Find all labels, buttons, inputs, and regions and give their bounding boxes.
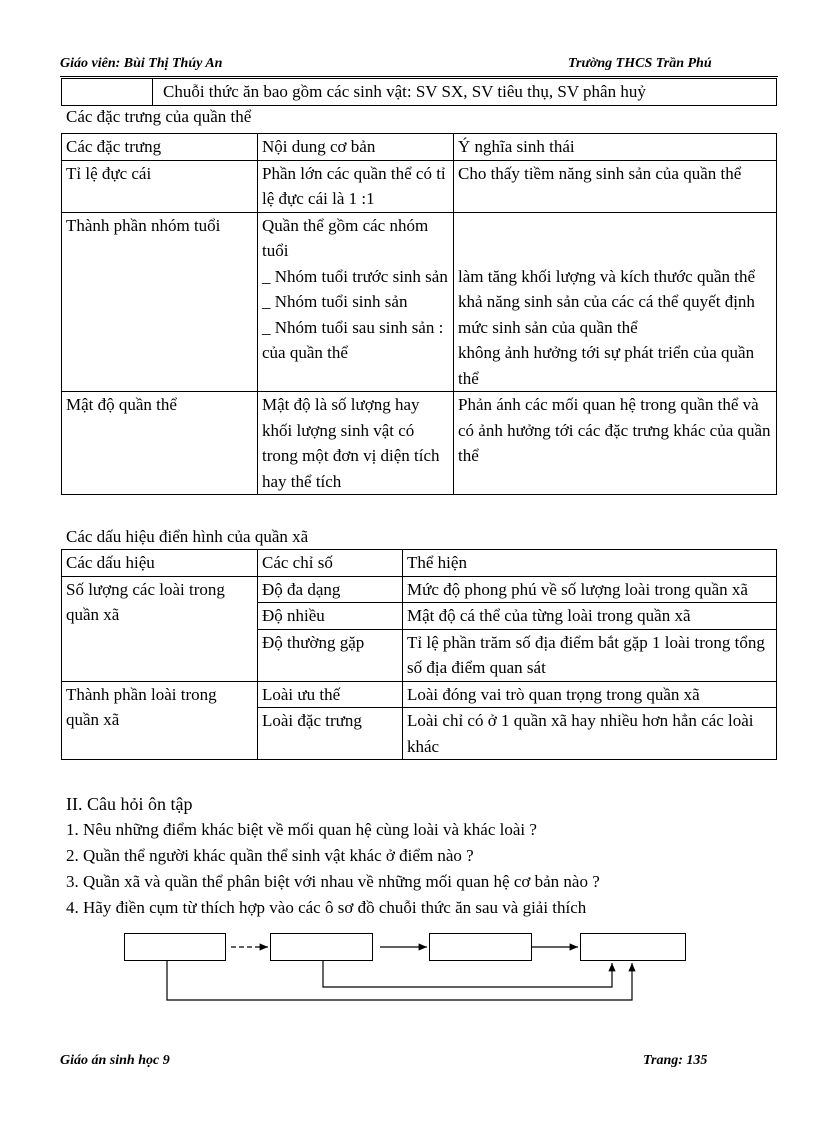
content-item: _ Nhóm tuổi sau sinh sản : của quần thể: [262, 317, 444, 362]
population-caption: Các đặc trưng của quần thể: [66, 107, 252, 126]
trait-cell: Tỉ lệ đực cái: [62, 160, 258, 212]
expression-cell: Mật độ cá thể của từng loài trong quần xã: [403, 603, 777, 630]
header-cell: Các đặc trưng: [62, 134, 258, 161]
question-2: 2. Quần thể người khác quần thể sinh vật khác ở điểm nào ?: [66, 846, 474, 865]
question-4: 4. Hãy điền cụm từ thích hợp vào các ô sơ đồ chuỗi thức ăn sau và giải thích: [66, 898, 587, 917]
trait-cell: Thành phần nhóm tuổi: [62, 212, 258, 392]
header-cell: Các chỉ số: [258, 550, 403, 577]
review-title: II. Câu hỏi ôn tập: [66, 794, 193, 814]
expression-cell: Loài chỉ có ở 1 quần xã hay nhiều hơn hẳn các loài khác: [403, 708, 777, 760]
footer-book: Giáo án sinh học 9: [60, 1053, 170, 1068]
index-cell: Loài đặc trưng: [258, 708, 403, 760]
question-3: 3. Quần xã và quần thể phân biệt với nhau về những mối quan hệ cơ bản nào ?: [66, 872, 600, 891]
index-cell: Loài ưu thế: [258, 681, 403, 708]
question-1: 1. Nêu những điểm khác biệt về mối quan hệ cùng loài và khác loài ?: [66, 820, 537, 839]
content-intro: Quần thể gồm các nhóm tuổi: [262, 215, 429, 260]
header-cell: Thể hiện: [403, 550, 777, 577]
meaning-item: khả năng sinh sản của các cá thể quyết định mức sinh sản của quần thể: [458, 292, 755, 337]
index-cell: Độ thường gặp: [258, 629, 403, 681]
content-cell: Mật độ là số lượng hay khối lượng sinh vật có trong một đơn vị diện tích hay thể tích: [258, 392, 454, 495]
header-school: Trường THCS Trần Phú: [568, 56, 712, 71]
content-item: _ Nhóm tuổi trước sinh sản: [262, 266, 448, 286]
food-chain-text: Chuỗi thức ăn bao gồm các sinh vật: SV SX, SV tiêu thụ, SV phân huỷ: [153, 79, 777, 106]
header-cell: Các dấu hiệu: [62, 550, 258, 577]
meaning-cell: Cho thấy tiềm năng sinh sản của quần thể: [454, 160, 777, 212]
content-cell: Phần lớn các quần thể có tỉ lệ đực cái là 1 :1: [258, 160, 454, 212]
arrow-2-4: [323, 961, 612, 987]
header-cell: Nội dung cơ bản: [258, 134, 454, 161]
meaning-item: không ảnh hưởng tới sự phát triển của quần thể: [458, 343, 755, 388]
header-cell: Ý nghĩa sinh thái: [454, 134, 777, 161]
community-caption: Các dấu hiệu điển hình của quần xã: [66, 527, 309, 546]
arrow-1-4: [167, 961, 632, 1000]
expression-cell: Mức độ phong phú về số lượng loài trong quần xã: [403, 576, 777, 603]
meaning-item: làm tăng khối lượng và kích thước quần thể: [458, 266, 756, 286]
footer-page: Trang: 135: [643, 1053, 708, 1068]
meaning-cell: Phản ánh các mối quan hệ trong quần thể và có ảnh hưởng tới các đặc trưng khác của quần thể: [454, 392, 777, 495]
sign-cell: Số lượng các loài trong quần xã: [62, 576, 258, 681]
content-item: _ Nhóm tuổi sinh sản: [262, 292, 408, 311]
index-cell: Độ nhiều: [258, 603, 403, 630]
trait-cell: Mật độ quần thể: [62, 392, 258, 495]
header-teacher: Giáo viên: Bùi Thị Thúy An: [60, 56, 223, 71]
index-cell: Độ đa dạng: [258, 576, 403, 603]
expression-cell: Tỉ lệ phần trăm số địa điểm bắt gặp 1 loài trong tổng số địa điểm quan sát: [403, 629, 777, 681]
expression-cell: Loài đóng vai trò quan trọng trong quần xã: [403, 681, 777, 708]
sign-cell: Thành phần loài trong quần xã: [62, 681, 258, 760]
